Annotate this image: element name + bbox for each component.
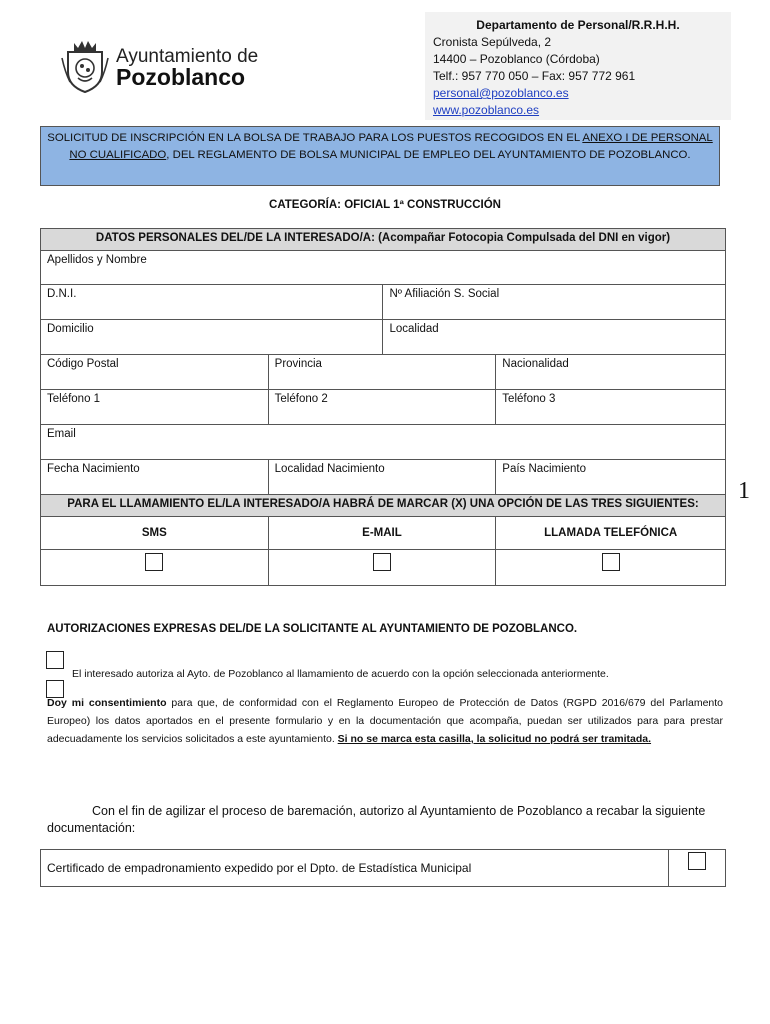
field-dni[interactable]: D.N.I. bbox=[41, 285, 383, 320]
option-llamada-label: LLAMADA TELEFÓNICA bbox=[496, 517, 726, 550]
documents-table bbox=[40, 849, 726, 887]
email-link[interactable]: personal@pozoblanco.es bbox=[433, 86, 569, 100]
field-email[interactable]: Email bbox=[41, 425, 726, 460]
sms-checkbox[interactable] bbox=[145, 553, 163, 571]
document-label: Certificado de empadronamiento expedido por el Dpto. de Estadística Municipal bbox=[41, 850, 669, 887]
consent-body: para que, de conformidad con el Reglamento Europeo de Protección de Datos (RGPD 2016/679 del Parlamento Europeo) los datos aportados en el presente formulario y en la documentación que acompaña, puedan ser utilizados para para prestar adecuadamente los servicios solicitados a este ayuntamiento. bbox=[47, 697, 724, 745]
option-sms-label: SMS bbox=[41, 517, 269, 550]
document-row bbox=[41, 850, 726, 887]
personal-data-table bbox=[40, 228, 726, 586]
consent-warning: Si no se marca esta casilla, la solicitud no podrá ser tramitada. bbox=[337, 733, 652, 745]
title-part2: , DEL REGLAMENTO DE BOLSA MUNICIPAL DE EMPLEO DEL AYUNTAMIENTO DE POZOBLANCO. bbox=[166, 149, 691, 161]
field-pais-nacimiento[interactable]: País Nacimiento bbox=[496, 460, 726, 495]
logo-text-line1: Ayuntamiento de bbox=[116, 46, 259, 67]
document-checkbox[interactable] bbox=[688, 852, 706, 870]
field-afiliacion[interactable]: Nº Afiliación S. Social bbox=[383, 285, 726, 320]
authorize-call-checkbox[interactable] bbox=[46, 651, 64, 669]
contact-options-header: PARA EL LLAMAMIENTO EL/LA INTERESADO/A HABRÁ DE MARCAR (X) UNA OPCIÓN DE LAS TRES SIGUIENTES: bbox=[41, 495, 726, 517]
field-provincia[interactable]: Provincia bbox=[268, 355, 496, 390]
category-title: CATEGORÍA: OFICIAL 1ª CONSTRUCCIÓN bbox=[269, 199, 501, 211]
field-telefono-3[interactable]: Teléfono 3 bbox=[496, 390, 726, 425]
field-domicilio[interactable]: Domicilio bbox=[41, 320, 383, 355]
field-telefono-2[interactable]: Teléfono 2 bbox=[268, 390, 496, 425]
title-part1: SOLICITUD DE INSCRIPCIÓN EN LA BOLSA DE TRABAJO PARA LOS PUESTOS RECOGIDOS EN EL bbox=[47, 132, 583, 144]
authorize-call-text: El interesado autoriza al Ayto. de Pozoblanco al llamamiento de acuerdo con la opción seleccionada anteriormente. bbox=[72, 668, 609, 680]
form-title-banner bbox=[40, 126, 720, 186]
annex-link: ANEXO I DE PERSONAL NO CUALIFICADO bbox=[69, 132, 713, 161]
field-localidad-nacimiento[interactable]: Localidad Nacimiento bbox=[268, 460, 496, 495]
field-telefono-1[interactable]: Teléfono 1 bbox=[41, 390, 269, 425]
email-checkbox[interactable] bbox=[373, 553, 391, 571]
phone-fax: Telf.: 957 770 050 – Fax: 957 772 961 bbox=[433, 69, 636, 83]
personal-data-header: DATOS PERSONALES DEL/DE LA INTERESADO/A: (Acompañar Fotocopia Compulsada del DNI en vigor) bbox=[41, 229, 726, 251]
llamada-checkbox[interactable] bbox=[602, 553, 620, 571]
address: Cronista Sepúlveda, 2 bbox=[433, 35, 552, 49]
field-codigo-postal[interactable]: Código Postal bbox=[41, 355, 269, 390]
web-link[interactable]: www.pozoblanco.es bbox=[433, 103, 540, 117]
consent-text bbox=[47, 694, 723, 748]
field-localidad[interactable]: Localidad bbox=[383, 320, 726, 355]
coat-of-arms-icon bbox=[60, 38, 110, 94]
page-number: 1 bbox=[738, 478, 750, 504]
documentation-paragraph: Con el fin de agilizar el proceso de baremación, autorizo al Ayuntamiento de Pozoblanco a recabar la siguiente documentación: bbox=[47, 804, 706, 835]
authorizations-title: AUTORIZACIONES EXPRESAS DEL/DE LA SOLICITANTE AL AYUNTAMIENTO DE POZOBLANCO. bbox=[47, 623, 578, 635]
consent-bold: Doy mi consentimiento bbox=[47, 697, 167, 709]
logo-text-line2: Pozoblanco bbox=[116, 64, 246, 90]
field-fecha-nacimiento[interactable]: Fecha Nacimiento bbox=[41, 460, 269, 495]
option-email-label: E-MAIL bbox=[268, 517, 496, 550]
field-apellidos[interactable]: Apellidos y Nombre bbox=[41, 251, 726, 285]
department-title: Departamento de Personal/R.R.H.H. bbox=[476, 18, 680, 32]
city: 14400 – Pozoblanco (Córdoba) bbox=[433, 52, 600, 66]
contact-box bbox=[425, 12, 731, 120]
field-nacionalidad[interactable]: Nacionalidad bbox=[496, 355, 726, 390]
